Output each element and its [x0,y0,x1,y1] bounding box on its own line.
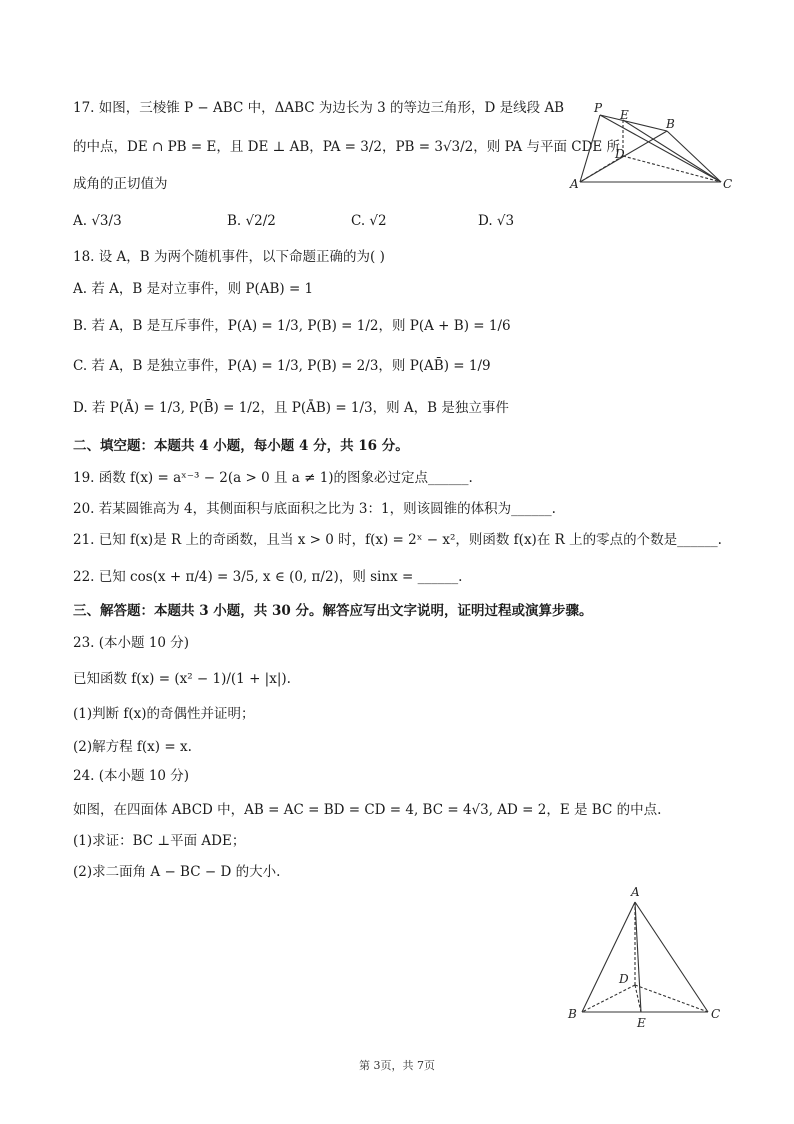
label-b: B [568,1007,577,1021]
label-d: D [615,147,625,161]
q18-option-c: C. 若 A，B 是独立事件，P(A) = 1/3, P(B) = 2/3，则 P(AB̄) = 1/9 [73,358,491,374]
label-c: C [711,1007,721,1021]
q23-part-1: (1)判断 f(x)的奇偶性并证明； [73,706,255,722]
q20: 20. 若某圆锥高为 4，其侧面积与底面积之比为 3：1，则该圆锥的体积为______. [73,501,556,517]
q21: 21. 已知 f(x)是 R 上的奇函数，且当 x > 0 时，f(x) = 2ˣ − x²，则函数 f(x)在 R 上的零点的个数是______. [73,532,722,548]
q24-head: 24. (本小题 10 分) [73,768,190,784]
q23-stem: 已知函数 f(x) = (x² − 1)/(1 + |x|). [73,671,291,687]
q22: 22. 已知 cos(x + π/4) = 3/5, x ∈ (0, π/2)，则 sinx = ______. [73,569,463,585]
label-e: E [637,1016,646,1030]
pyramid-figure-q17 [565,98,735,198]
q24-stem: 如图，在四面体 ABCD 中，AB = AC = BD = CD = 4, BC = 4√3, AD = 2，E 是 BC 的中点. [73,802,662,818]
q17-option-c: C. √2 [351,213,387,229]
q19: 19. 函数 f(x) = aˣ⁻³ − 2(a > 0 且 a ≠ 1)的图象必过定点______. [73,470,473,486]
q18-option-b: B. 若 A，B 是互斥事件，P(A) = 1/3, P(B) = 1/2，则 P(A + B) = 1/6 [73,318,511,334]
section-3-heading: 三、解答题：本题共 3 小题，共 30 分。解答应写出文字说明，证明过程或演算步骤。 [73,603,593,619]
q17-option-a: A. √3/3 [73,213,122,229]
q23-head: 23. (本小题 10 分) [73,635,190,651]
label-p: P [594,101,603,115]
q18-option-d: D. 若 P(Ā) = 1/3, P(B̄) = 1/2，且 P(ĀB) = 1/3，则 A，B 是独立事件 [73,400,509,416]
q24-part-2: (2)求二面角 A − BC − D 的大小. [73,864,281,880]
label-a: A [570,177,579,191]
q17-line-2: 的中点，DE ∩ PB = E，且 DE ⊥ AB，PA = 3/2，PB = 3√3/2，则 PA 与平面 CDE 所 [73,139,621,155]
page-footer: 第 3页，共 7页 [359,1059,435,1072]
label-b: B [666,117,675,131]
q17-line-3: 成角的正切值为 [73,176,168,192]
tetrahedron-figure-q24 [560,880,730,1030]
q23-part-2: (2)解方程 f(x) = x. [73,739,192,755]
section-2-heading: 二、填空题：本题共 4 小题，每小题 4 分，共 16 分。 [73,438,409,454]
q24-part-1: (1)求证：BC ⊥平面 ADE； [73,833,246,849]
q18-stem: 18. 设 A，B 为两个随机事件，以下命题正确的为( ) [73,249,385,265]
label-d: D [619,972,629,986]
label-a: A [631,885,640,899]
q17-line-1: 17. 如图，三棱锥 P − ABC 中，ΔABC 为边长为 3 的等边三角形，D 是线段 AB [73,100,565,116]
label-e: E [620,108,629,122]
label-c: C [723,177,733,191]
q18-option-a: A. 若 A，B 是对立事件，则 P(AB) = 1 [73,281,314,297]
q17-option-d: D. √3 [478,213,515,229]
q17-option-b: B. √2/2 [227,213,276,229]
